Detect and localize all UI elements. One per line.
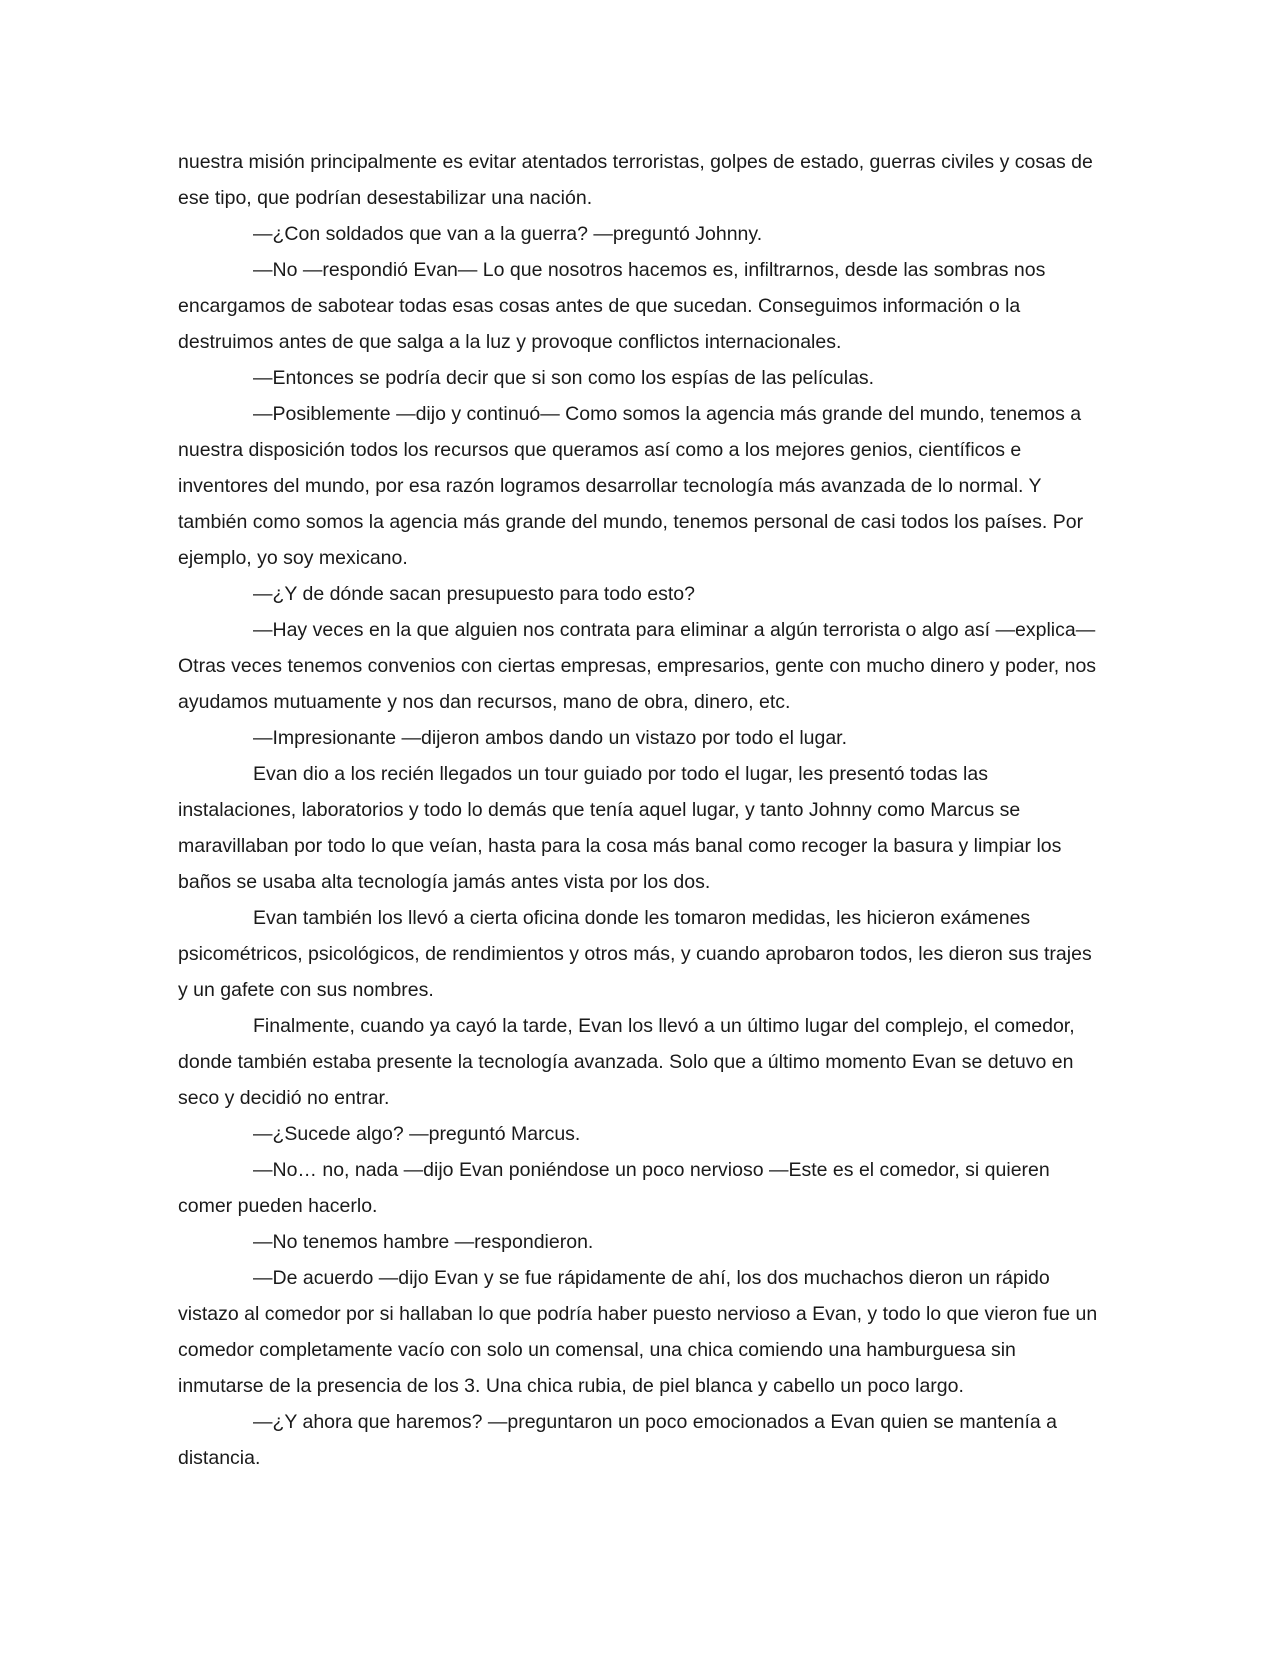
paragraph: ―Entonces se podría decir que si son como los espías de las películas. <box>253 367 875 389</box>
paragraph: ―No… no, nada ―dijo Evan poniéndose un poco nervioso ―Este es el comedor, si quieren comer pueden hacerlo. <box>178 1159 1050 1217</box>
paragraph: ―De acuerdo ―dijo Evan y se fue rápidamente de ahí, los dos muchachos dieron un rápido vistazo al comedor por si hallaban lo que podría haber puesto nervioso a Evan, y todo lo que vieron fue un comedor completamente vacío con solo un comensal, una chica comiendo una hamburguesa sin inmutarse de la presencia de los 3. Una chica rubia, de piel blanca y cabello un poco largo. <box>178 1267 1098 1397</box>
paragraph: ―¿Y ahora que haremos? ―preguntaron un poco emocionados a Evan quien se mantenía a distancia. <box>178 1411 1057 1469</box>
paragraph: ―No tenemos hambre ―respondieron. <box>253 1231 594 1253</box>
paragraph: nuestra misión principalmente es evitar atentados terroristas, golpes de estado, guerras civiles y cosas de ese tipo, que podrían desestabilizar una nación. <box>178 151 1093 209</box>
paragraph: ―¿Sucede algo? ―preguntó Marcus. <box>253 1123 581 1145</box>
body-text <box>178 144 1106 1476</box>
paragraph: ―¿Y de dónde sacan presupuesto para todo esto? <box>253 583 695 605</box>
paragraph: ―Hay veces en la que alguien nos contrata para eliminar a algún terrorista o algo así ―explica― Otras veces tenemos convenios con ciertas empresas, empresarios, gente con mucho dinero y poder, nos ayudamos mutuamente y nos dan recursos, mano de obra, dinero, etc. <box>178 619 1097 713</box>
paragraph: ―No ―respondió Evan― Lo que nosotros hacemos es, infiltrarnos, desde las sombras nos encargamos de sabotear todas esas cosas antes de que sucedan. Conseguimos información o la destruimos antes de que salga a la luz y provoque conflictos internacionales. <box>178 259 1046 353</box>
paragraph: ―¿Con soldados que van a la guerra? ―preguntó Johnny. <box>253 223 763 245</box>
paragraph: ―Impresionante ―dijeron ambos dando un vistazo por todo el lugar. <box>253 727 848 749</box>
paragraph: Evan dio a los recién llegados un tour guiado por todo el lugar, les presentó todas las instalaciones, laboratorios y todo lo demás que tenía aquel lugar, y tanto Johnny como Marcus se maravillaban por todo lo que veían, hasta para la cosa más banal como recoger la basura y limpiar los baños se usaba alta tecnología jamás antes vista por los dos. <box>178 763 1062 893</box>
paragraph: Finalmente, cuando ya cayó la tarde, Evan los llevó a un último lugar del complejo, el comedor, donde también estaba presente la tecnología avanzada. Solo que a último momento Evan se detuvo en seco y decidió no entrar. <box>178 1015 1075 1109</box>
paragraph: Evan también los llevó a cierta oficina donde les tomaron medidas, les hicieron exámenes psicométricos, psicológicos, de rendimientos y otros más, y cuando aprobaron todos, les dieron sus trajes y un gafete con sus nombres. <box>178 907 1092 1001</box>
paragraph: ―Posiblemente ―dijo y continuó― Como somos la agencia más grande del mundo, tenemos a nuestra disposición todos los recursos que queramos así como a los mejores genios, científicos e inventores del mundo, por esa razón logramos desarrollar tecnología más avanzada de lo normal. Y también como somos la agencia más grande del mundo, tenemos personal de casi todos los países. Por ejemplo, yo soy mexicano. <box>178 403 1084 569</box>
